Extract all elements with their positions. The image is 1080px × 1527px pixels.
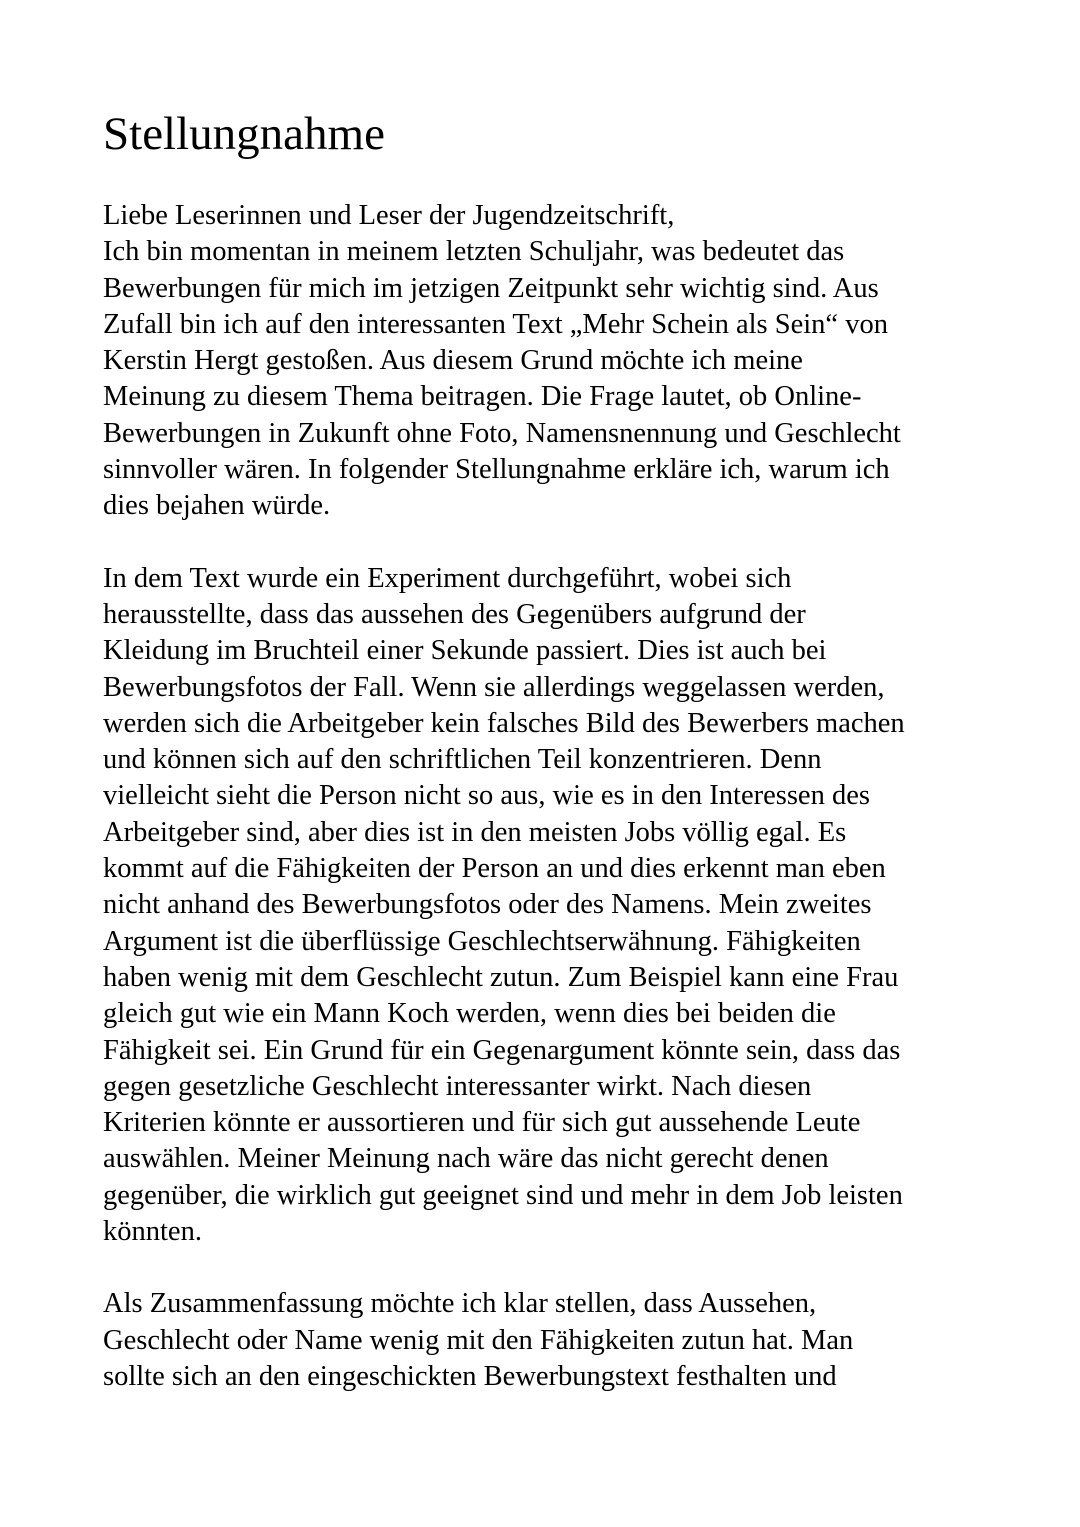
text-line: Fähigkeit sei. Ein Grund für ein Gegenargument könnte sein, dass das (103, 1034, 901, 1066)
text-line: Kleidung im Bruchteil einer Sekunde passiert. Dies ist auch bei (103, 635, 827, 667)
text-line: vielleicht sieht die Person nicht so aus, wie es in den Interessen des (103, 780, 870, 812)
text-line: Als Zusammenfassung möchte ich klar stellen, dass Aussehen, (103, 1288, 817, 1320)
text-line: Kriterien könnte er aussortieren und für sich gut aussehende Leute (103, 1107, 861, 1139)
text-line: Bewerbungen in Zukunft ohne Foto, Namensnennung und Geschlecht (103, 417, 901, 449)
text-line: auswählen. Meiner Meinung nach wäre das nicht gerecht denen (103, 1143, 829, 1175)
text-line: nicht anhand des Bewerbungsfotos oder des Namens. Mein zweites (103, 889, 872, 921)
paragraph-introduction (103, 198, 983, 525)
text-line: haben wenig mit dem Geschlecht zutun. Zum Beispiel kann eine Frau (103, 961, 899, 993)
text-line: werden sich die Arbeitgeber kein falsches Bild des Bewerbers machen (103, 707, 905, 739)
text-line: gegen gesetzliche Geschlecht interessanter wirkt. Nach diesen (103, 1070, 812, 1102)
document-page (103, 108, 983, 1431)
text-line: In dem Text wurde ein Experiment durchgeführt, wobei sich (103, 562, 792, 594)
text-line: Bewerbungsfotos der Fall. Wenn sie allerdings weggelassen werden, (103, 671, 885, 703)
text-line: sollte sich an den eingeschickten Bewerbungstext festhalten und (103, 1360, 837, 1392)
text-line: und können sich auf den schriftlichen Teil konzentrieren. Denn (103, 744, 822, 776)
text-line: Zufall bin ich auf den interessanten Text „Mehr Schein als Sein“ von (103, 308, 888, 340)
text-line: kommt auf die Fähigkeiten der Person an und dies erkennt man eben (103, 853, 886, 885)
page-title: Stellungnahme (103, 108, 385, 160)
text-line: Meinung zu diesem Thema beitragen. Die Frage lautet, ob Online- (103, 381, 862, 413)
text-line: gleich gut wie ein Mann Koch werden, wenn dies bei beiden die (103, 998, 836, 1030)
text-line: Kerstin Hergt gestoßen. Aus diesem Grund möchte ich meine (103, 345, 803, 377)
text-line: Ich bin momentan in meinem letzten Schuljahr, was bedeutet das (103, 236, 845, 268)
text-line: gegenüber, die wirklich gut geeignet sind und mehr in dem Job leisten (103, 1179, 903, 1211)
text-line: herausstellte, dass das aussehen des Gegenübers aufgrund der (103, 598, 806, 630)
paragraph-arguments (103, 561, 983, 1251)
text-line: dies bejahen würde. (103, 490, 331, 522)
text-line: Geschlecht oder Name wenig mit den Fähigkeiten zutun hat. Man (103, 1324, 854, 1356)
text-line: Liebe Leserinnen und Leser der Jugendzeitschrift, (103, 200, 675, 231)
text-line: Bewerbungen für mich im jetzigen Zeitpunkt sehr wichtig sind. Aus (103, 272, 879, 304)
text-line: könnten. (103, 1216, 202, 1248)
paragraph-conclusion (103, 1286, 983, 1395)
text-line: Argument ist die überflüssige Geschlechtserwähnung. Fähigkeiten (103, 925, 861, 957)
text-line: sinnvoller wären. In folgender Stellungnahme erkläre ich, warum ich (103, 454, 890, 486)
text-line: Arbeitgeber sind, aber dies ist in den meisten Jobs völlig egal. Es (103, 816, 847, 848)
